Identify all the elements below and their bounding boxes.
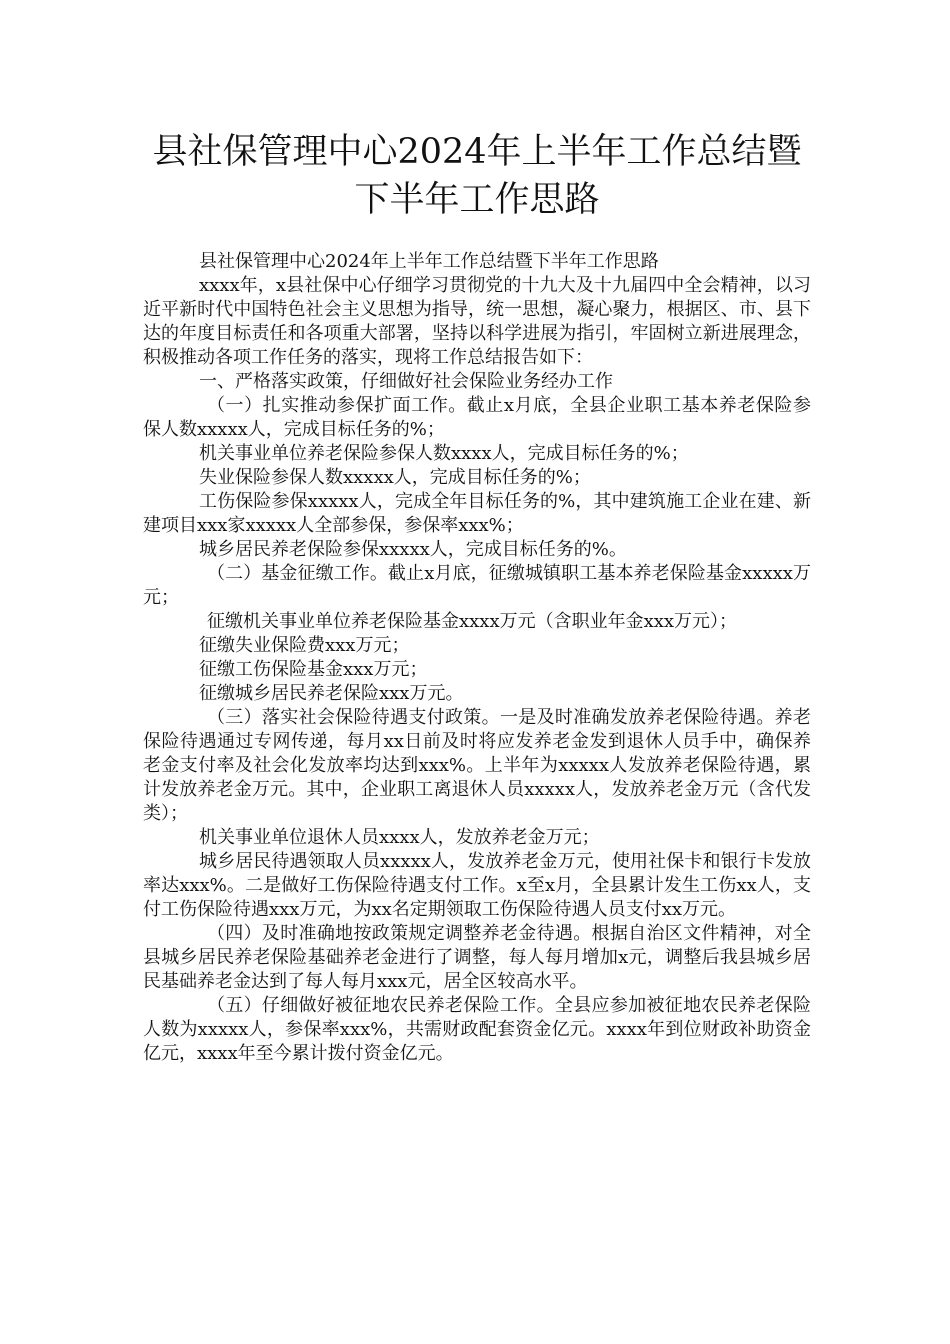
- paragraph: 征缴城乡居民养老保险xxx万元。: [199, 683, 464, 704]
- paragraph: （四）及时准确地按政策规定调整养老金待遇。根据自治区文件精神，对全县城乡居民养老保险基础养老金进行了调整，每人每月增加x元，调整后我县城乡居民基础养老金达到了每人每月xxx元，居全区较高水平。: [143, 923, 811, 992]
- title-line-1: 县社保管理中心2024年上半年工作总结暨: [152, 132, 802, 172]
- paragraph: 征缴工伤保险基金xxx万元；: [199, 659, 428, 680]
- document-body: [143, 250, 811, 1066]
- document-title: [143, 128, 811, 224]
- section-heading-1: 一、严格落实政策，仔细做好社会保险业务经办工作: [199, 371, 613, 392]
- paragraph: （三）落实社会保险待遇支付政策。一是及时准确发放养老保险待遇。养老保险待遇通过专网传递，每月xx日前及时将应发养老金发到退休人员手中，确保养老金支付率及社会化发放率均达到xxx%。上半年为xxxxx人发放养老保险待遇，累计发放养老金万元。其中，企业职工离退休人员xxxxx人，发放养老金万元（含代发类）；: [143, 707, 811, 824]
- paragraph: 失业保险参保人数xxxxx人，完成目标任务的%；: [199, 467, 591, 488]
- paragraph: 征缴失业保险费xxx万元；: [199, 635, 410, 656]
- paragraph: 征缴机关事业单位养老保险基金xxxx万元（含职业年金xxx万元）；: [207, 611, 738, 632]
- paragraph: 城乡居民养老保险参保xxxxx人，完成目标任务的%。: [199, 539, 627, 560]
- document-page: [143, 128, 811, 1066]
- title-line-2: 下半年工作思路: [354, 180, 600, 220]
- paragraph-subtitle: 县社保管理中心2024年上半年工作总结暨下半年工作思路: [199, 251, 659, 272]
- paragraph: （五）仔细做好被征地农民养老保险工作。全县应参加被征地农民养老保险人数为xxxxx人，参保率xxx%，共需财政配套资金亿元。xxxx年到位财政补助资金亿元，xxxx年至今累计拨付资金亿元。: [143, 995, 811, 1064]
- paragraph: 工伤保险参保xxxxx人，完成全年目标任务的%，其中建筑施工企业在建、新建项目xxx家xxxxx人全部参保，参保率xxx%；: [143, 491, 811, 536]
- paragraph: 机关事业单位退休人员xxxx人，发放养老金万元；: [199, 827, 600, 848]
- paragraph: 机关事业单位养老保险参保人数xxxx人，完成目标任务的%；: [199, 443, 689, 464]
- paragraph: （一）扎实推动参保扩面工作。截止x月底，全县企业职工基本养老保险参保人数xxxxx人，完成目标任务的%；: [143, 395, 811, 440]
- paragraph: 城乡居民待遇领取人员xxxxx人，发放养老金万元，使用社保卡和银行卡发放率达xxx%。二是做好工伤保险待遇支付工作。x至x月，全县累计发生工伤xx人，支付工伤保险待遇xxx万元，为xx名定期领取工伤保险待遇人员支付xx万元。: [143, 851, 811, 920]
- paragraph-intro: xxxx年，x县社保中心仔细学习贯彻党的十九大及十九届四中全会精神，以习近平新时代中国特色社会主义思想为指导，统一思想，凝心聚力，根据区、市、县下达的年度目标责任和各项重大部署，坚持以科学进展为指引，牢固树立新进展理念，积极推动各项工作任务的落实，现将工作总结报告如下：: [143, 275, 811, 368]
- paragraph: （二）基金征缴工作。截止x月底，征缴城镇职工基本养老保险基金xxxxx万元；: [143, 563, 811, 608]
